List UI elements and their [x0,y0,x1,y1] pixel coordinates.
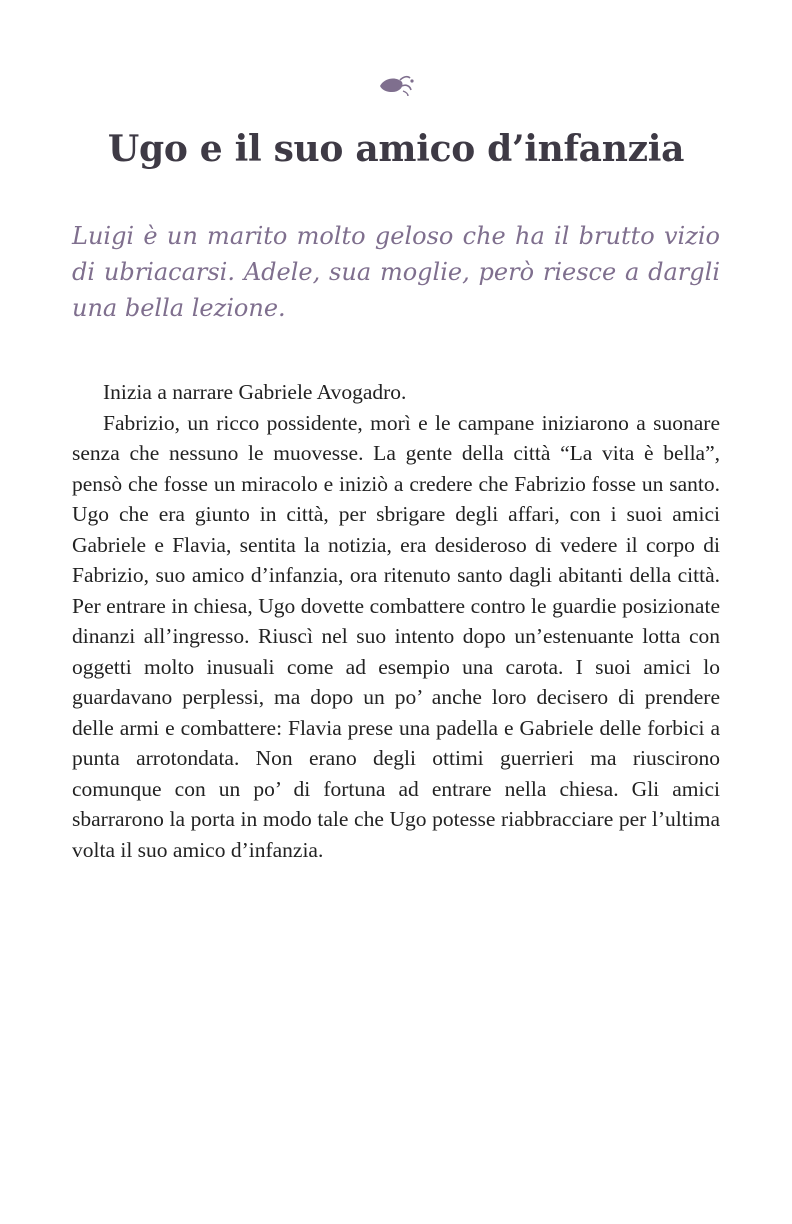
chapter-body [72,377,720,865]
chapter-title: Ugo e il suo amico d’infanzia [107,128,685,170]
body-paragraph: Inizia a narrare Gabriele Avogadro. [103,380,407,404]
leaf-ornament-icon [376,72,416,98]
leaf-ornament-svg [376,72,416,98]
body-paragraph: Fabrizio, un ricco possidente, morì e le campane iniziarono a suonare senza che nessuno le muovesse. La gente della città “La vita è bella”, pensò che fosse un miracolo e iniziò a credere che Fabrizio fosse un santo. Ugo che era giunto in città, per sbrigare degli affari, con i suoi amici Gabriele e Flavia, sentita la notizia, era desideroso di vedere il corpo di Fabrizio, suo amico d’infanzia, ora ritenuto santo dagli abitanti della città. Per entrare in chiesa, Ugo dovette combattere contro le guardie posizionate dinanzi all’ingresso. Riuscì nel suo intento dopo un’estenuante lotta con oggetti molto inusuali come ad esempio una carota. I suoi amici lo guardavano perplessi, ma dopo un po’ anche loro decisero di prendere delle armi e combattere: Flavia prese una padella e Gabriele delle forbici a punta arrotondata. Non erano degli ottimi guerrieri ma riuscirono comunque con un po’ di fortuna ad entrare nella chiesa. Gli amici sbarrarono la porta in modo tale che Ugo potesse riabbracciare per l’ultima volta il suo amico d’infanzia. [72,410,720,862]
chapter-summary: Luigi è un marito molto geloso che ha il brutto vizio di ubriacarsi. Adele, sua moglie, però riesce a dargli una bella lezione. [72,222,720,322]
